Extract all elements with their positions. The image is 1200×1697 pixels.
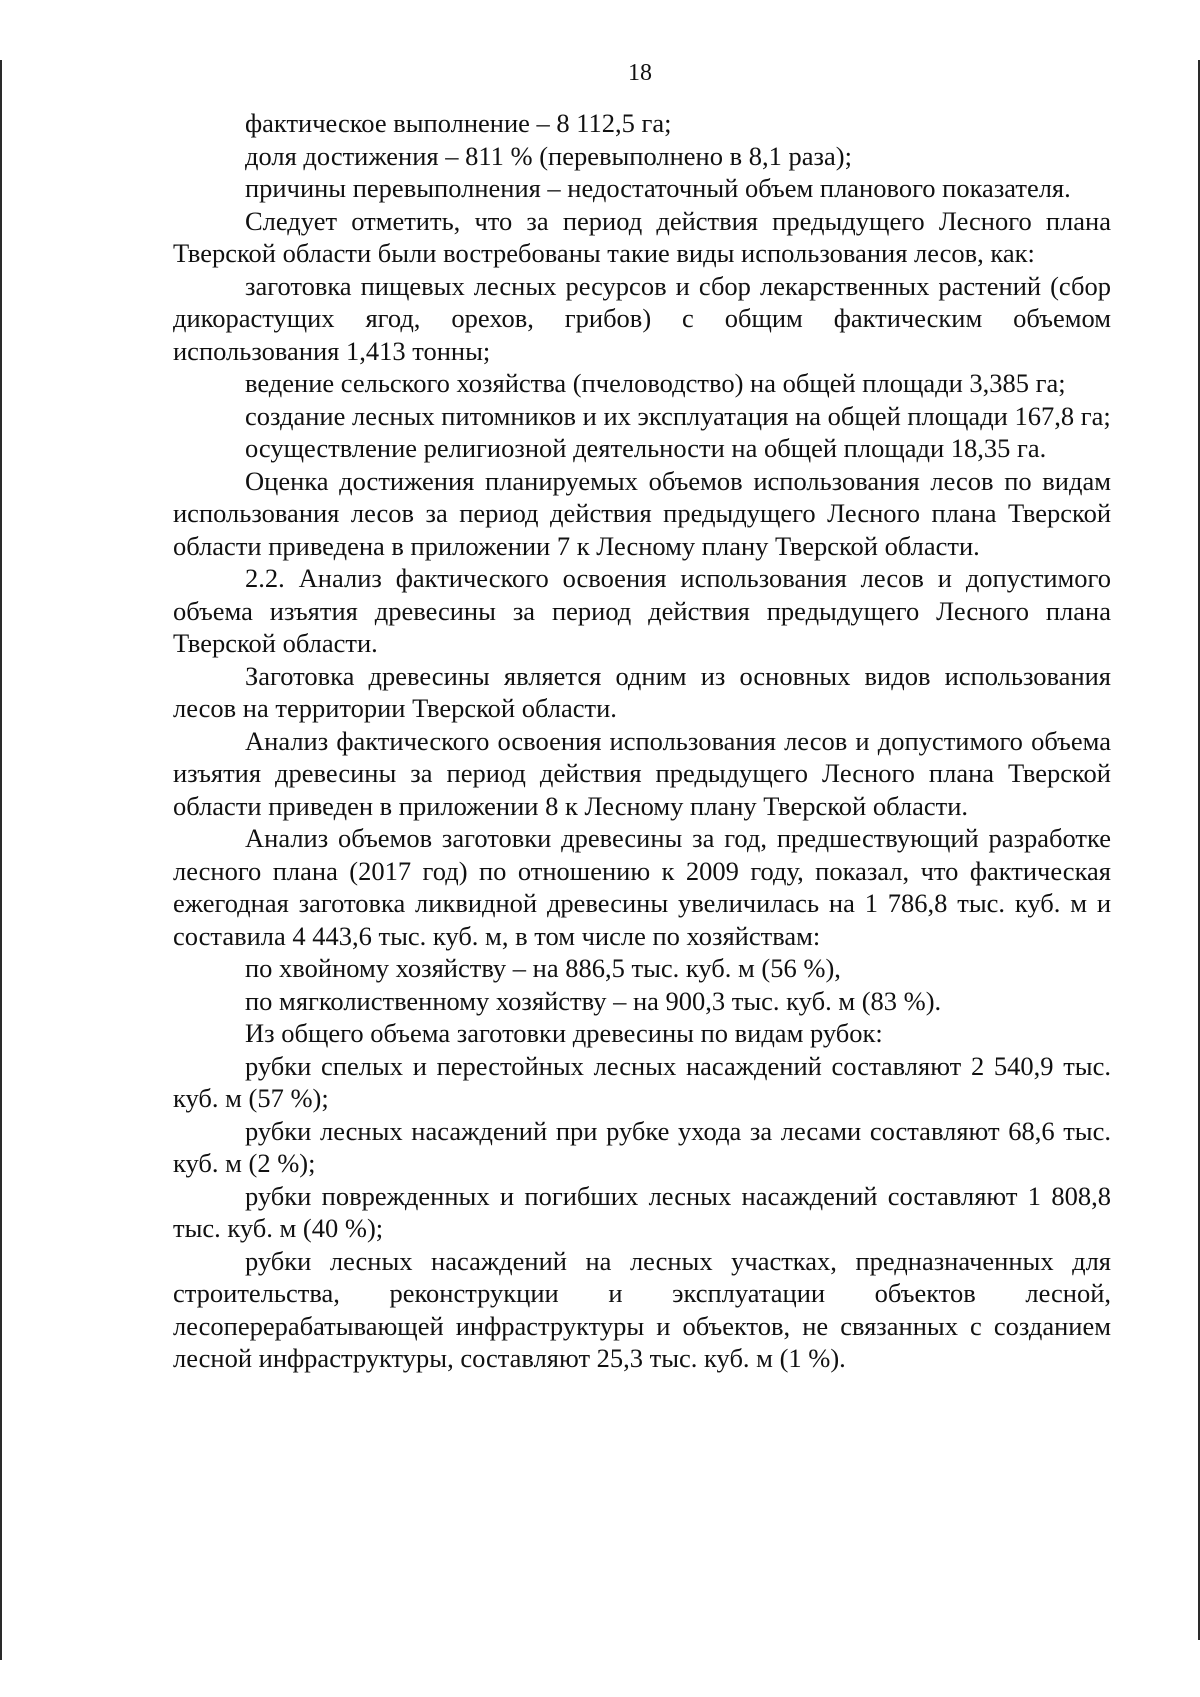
paragraph: доля достижения – 811 % (перевыполнено в 8,1 раза);	[245, 140, 852, 171]
paragraph: Анализ фактического освоения использования лесов и допустимого объема изъятия древесины за период действия предыдущего Лесного плана Тверской области приведен в приложении 8 к Лесному плану Тверской области.	[173, 725, 1111, 821]
paragraph: ведение сельского хозяйства (пчеловодство) на общей площади 3,385 га;	[245, 368, 1066, 398]
paragraph: Оценка достижения планируемых объемов использования лесов по видам использования лесов за период действия предыдущего Лесного плана Тверской области приведена в приложении 7 к Лесному плану Тверской области.	[173, 465, 1111, 561]
section-heading: 2.2. Анализ фактического освоения использования лесов и допустимого объема изъятия древесины за период действия предыдущего Лесного плана Тверской области.	[173, 563, 1111, 658]
paragraph: создание лесных питомников и их эксплуатация на общей площади 167,8 га;	[245, 400, 1111, 431]
paragraph: Заготовка древесины является одним из основных видов использования лесов на территории Тверской области.	[173, 660, 1111, 723]
paragraph: рубки лесных насаждений при рубке ухода за лесами составляют 68,6 тыс. куб. м (2 %);	[173, 1115, 1111, 1178]
paragraph: рубки поврежденных и погибших лесных насаждений составляют 1 808,8 тыс. куб. м (40 %);	[173, 1180, 1111, 1243]
paragraph: Следует отметить, что за период действия предыдущего Лесного плана Тверской области были востребованы такие виды использования лесов, как:	[173, 205, 1111, 268]
paragraph: Из общего объема заготовки древесины по видам рубок:	[245, 1018, 883, 1048]
paragraph: Анализ объемов заготовки древесины за год, предшествующий разработке лесного плана (2017 год) по отношению к 2009 году, показал, что фактическая ежегодная заготовка ликвидной древесины увеличилась на 1 786,8 тыс. куб. м и составила 4 443,6 тыс. куб. м, в том числе по хозяйствам:	[173, 823, 1111, 951]
paragraph: осуществление религиозной деятельности на общей площади 18,35 га.	[245, 433, 1047, 463]
paragraph: фактическое выполнение – 8 112,5 га;	[245, 108, 672, 138]
document-body	[173, 107, 1111, 1375]
paragraph: рубки лесных насаждений на лесных участках, предназначенных для строительства, реконструкции и эксплуатации объектов лесной, лесоперерабатывающей инфраструктуры и объектов, не связанных с созданием лесной инфраструктуры, составляют 25,3 тыс. куб. м (1 %).	[173, 1245, 1111, 1373]
paragraph: причины перевыполнения – недостаточный объем планового показателя.	[245, 173, 1071, 203]
paragraph: по мягколиственному хозяйству – на 900,3 тыс. куб. м (83 %).	[245, 985, 942, 1016]
page-number: 18	[628, 60, 652, 86]
scan-left-edge	[0, 60, 2, 1660]
paragraph: заготовка пищевых лесных ресурсов и сбор лекарственных растений (сбор дикорастущих ягод, орехов, грибов) с общим фактическим объемом использования 1,413 тонны;	[173, 270, 1111, 366]
paragraph: по хвойному хозяйству – на 886,5 тыс. куб. м (56 %),	[245, 953, 841, 983]
paragraph: рубки спелых и перестойных лесных насаждений составляют 2 540,9 тыс. куб. м (57 %);	[173, 1050, 1111, 1113]
